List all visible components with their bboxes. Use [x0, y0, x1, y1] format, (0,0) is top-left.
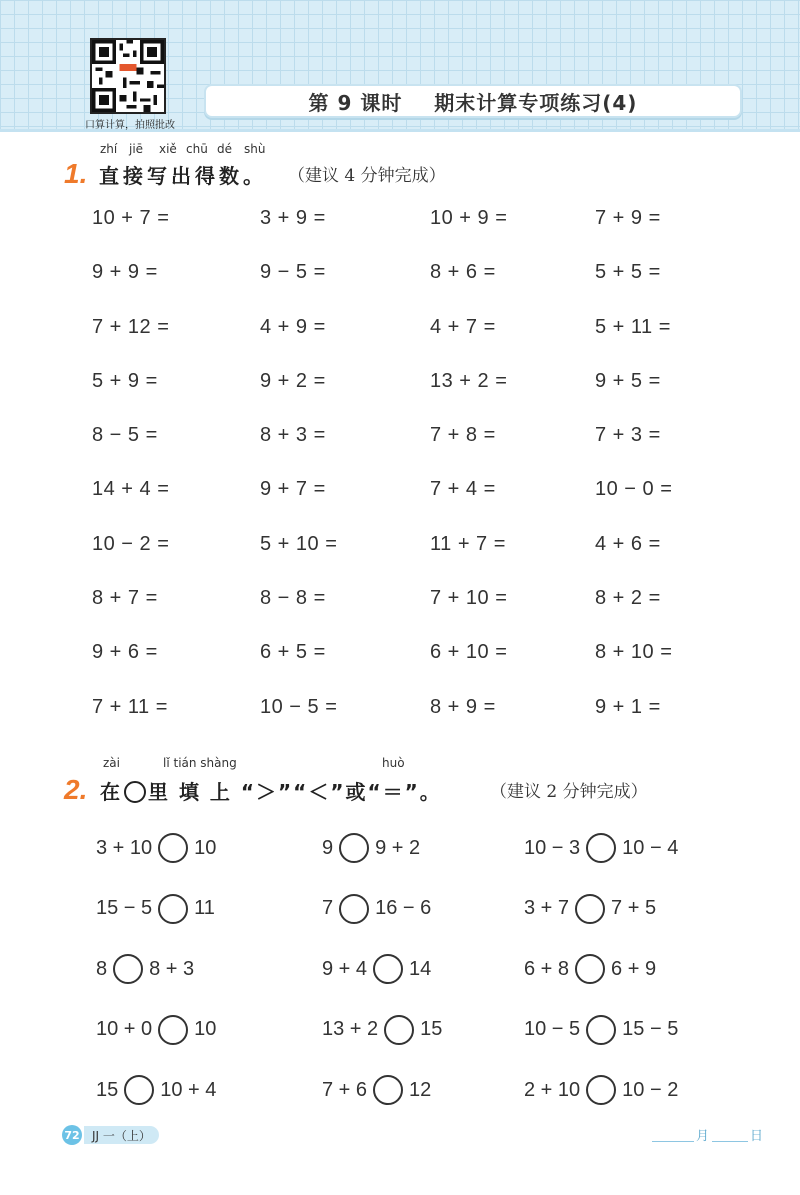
left-expression: 9 + 4 [322, 957, 368, 980]
answer-circle[interactable] [575, 894, 605, 924]
instruction-rest: 里 填 上 “＞”“＜”或“＝”。 [148, 780, 442, 804]
section-2-number: 2. [64, 774, 88, 805]
comparison-problem [322, 832, 420, 864]
section-1-instruction: 直接写出得数。 [99, 164, 267, 188]
arithmetic-problem[interactable]: 6 + 10 = [430, 641, 508, 664]
arithmetic-problem[interactable]: 11 + 7 = [430, 532, 506, 555]
arithmetic-row [92, 370, 732, 424]
right-expression: 11 [194, 897, 215, 919]
right-expression: 12 [409, 1078, 432, 1101]
left-expression: 9 [322, 836, 334, 859]
right-expression: 10 − 2 [622, 1078, 679, 1101]
arithmetic-problem[interactable]: 9 + 7 = [260, 478, 326, 501]
answer-circle[interactable] [384, 1015, 414, 1045]
arithmetic-row [92, 533, 732, 587]
comparison-problem [322, 953, 431, 985]
right-expression: 10 − 4 [622, 836, 679, 859]
arithmetic-problem[interactable]: 8 + 9 = [430, 695, 496, 718]
left-expression: 7 + 6 [322, 1078, 368, 1101]
right-expression: 10 [194, 836, 217, 859]
section-1-number: 1. [64, 158, 88, 189]
arithmetic-problem[interactable]: 8 + 2 = [595, 587, 661, 610]
arithmetic-problem[interactable]: 7 + 12 = [92, 315, 170, 338]
comparison-problem [322, 1014, 442, 1046]
comparison-problem [322, 893, 431, 925]
arithmetic-row [92, 478, 732, 532]
comparison-row [96, 832, 736, 893]
answer-circle[interactable] [373, 954, 403, 984]
comparison-problem [96, 893, 215, 925]
right-expression: 15 [420, 1018, 443, 1040]
arithmetic-problem[interactable]: 6 + 5 = [260, 641, 326, 664]
arithmetic-row [92, 261, 732, 315]
answer-circle[interactable] [339, 833, 369, 863]
left-expression: 6 + 8 [524, 957, 570, 980]
arithmetic-grid [92, 207, 732, 750]
arithmetic-problem[interactable]: 14 + 4 = [92, 478, 170, 501]
arithmetic-row [92, 316, 732, 370]
edition-tag: JJ 一（上） [84, 1126, 159, 1144]
arithmetic-problem[interactable]: 8 − 8 = [260, 587, 326, 610]
arithmetic-problem[interactable]: 7 + 10 = [430, 587, 508, 610]
day-blank[interactable] [712, 1141, 748, 1142]
left-expression: 10 + 0 [96, 1018, 153, 1040]
right-expression: 15 − 5 [622, 1018, 679, 1040]
section-2-instruction [100, 776, 442, 805]
arithmetic-problem[interactable]: 8 + 10 = [595, 641, 673, 664]
right-expression: 8 + 3 [149, 957, 195, 980]
right-expression: 10 + 4 [160, 1078, 217, 1101]
left-expression: 15 [96, 1078, 119, 1101]
arithmetic-problem[interactable]: 8 + 7 = [92, 587, 158, 610]
arithmetic-problem[interactable]: 9 + 9 = [92, 261, 158, 284]
arithmetic-problem[interactable]: 9 + 5 = [595, 369, 661, 392]
arithmetic-problem[interactable]: 7 + 4 = [430, 478, 496, 501]
answer-circle[interactable] [158, 833, 188, 863]
page-number: 72 [62, 1125, 82, 1145]
arithmetic-problem[interactable]: 7 + 11 = [92, 695, 168, 718]
left-expression: 10 − 3 [524, 836, 581, 859]
arithmetic-problem[interactable]: 9 + 2 = [260, 369, 326, 392]
arithmetic-problem[interactable]: 7 + 9 = [595, 207, 661, 229]
left-expression: 13 + 2 [322, 1018, 379, 1040]
arithmetic-row [92, 587, 732, 641]
answer-circle[interactable] [124, 1075, 154, 1105]
arithmetic-problem[interactable]: 8 + 6 = [430, 261, 496, 284]
arithmetic-problem[interactable]: 5 + 5 = [595, 261, 661, 284]
comparison-problem [96, 1014, 216, 1046]
arithmetic-problem[interactable]: 3 + 9 = [260, 207, 326, 229]
pinyin-li-tian-shang: lǐ tián shàng [163, 756, 237, 770]
comparison-grid [96, 832, 736, 1135]
right-expression: 14 [409, 957, 432, 980]
left-expression: 3 + 10 [96, 836, 153, 859]
comparison-problem [96, 953, 194, 985]
answer-circle[interactable] [586, 1015, 616, 1045]
arithmetic-problem[interactable]: 5 + 10 = [260, 532, 338, 555]
answer-circle[interactable] [158, 1015, 188, 1045]
arithmetic-problem[interactable]: 5 + 9 = [92, 369, 158, 392]
lesson-title [204, 84, 742, 118]
comparison-row [96, 893, 736, 954]
comparison-row [96, 953, 736, 1014]
month-blank[interactable] [652, 1141, 694, 1142]
arithmetic-problem[interactable]: 9 − 5 = [260, 261, 326, 284]
arithmetic-problem[interactable]: 4 + 6 = [595, 532, 661, 555]
arithmetic-problem[interactable]: 9 + 6 = [92, 641, 158, 664]
comparison-problem [524, 1074, 678, 1106]
comparison-problem [96, 832, 216, 864]
left-expression: 2 + 10 [524, 1078, 581, 1101]
right-expression: 10 [194, 1018, 217, 1040]
arithmetic-problem[interactable]: 8 + 3 = [260, 424, 326, 447]
answer-circle[interactable] [575, 954, 605, 984]
arithmetic-problem[interactable]: 10 − 5 = [260, 695, 338, 718]
pinyin-huo: huò [382, 756, 405, 770]
comparison-row [96, 1014, 736, 1075]
answer-circle[interactable] [113, 954, 143, 984]
right-expression: 7 + 5 [611, 897, 657, 919]
answer-circle[interactable] [586, 833, 616, 863]
qr-caption: 口算计算，拍照批改 [85, 120, 175, 131]
arithmetic-problem[interactable]: 10 + 7 = [92, 207, 170, 229]
answer-circle[interactable] [586, 1075, 616, 1105]
arithmetic-row [92, 696, 732, 750]
day-label: 日 [750, 1129, 764, 1144]
month-label: 月 [696, 1129, 710, 1144]
arithmetic-row [92, 207, 732, 261]
right-expression: 6 + 9 [611, 957, 657, 980]
arithmetic-problem[interactable]: 13 + 2 = [430, 369, 508, 392]
comparison-problem [524, 953, 656, 985]
right-expression: 16 − 6 [375, 897, 432, 919]
left-expression: 10 − 5 [524, 1018, 581, 1040]
arithmetic-problem[interactable]: 10 − 2 = [92, 532, 170, 555]
pinyin-zai: zài [103, 756, 120, 770]
arithmetic-problem[interactable]: 7 + 8 = [430, 424, 496, 447]
arithmetic-problem[interactable]: 4 + 9 = [260, 315, 326, 338]
lesson-number: 第 9 课时 [308, 90, 403, 115]
right-expression: 9 + 2 [375, 836, 421, 859]
char-zai: 在 [100, 780, 122, 804]
comparison-problem [524, 832, 678, 864]
arithmetic-row [92, 641, 732, 695]
arithmetic-problem[interactable]: 10 + 9 = [430, 207, 508, 229]
left-expression: 7 [322, 897, 334, 919]
lesson-topic: 期末计算专项练习(4) [434, 90, 638, 115]
section-2-time-note: （建议 2 分钟完成） [490, 782, 648, 802]
section-1-time-note: （建议 4 分钟完成） [288, 166, 446, 186]
answer-circle[interactable] [373, 1075, 403, 1105]
arithmetic-problem[interactable]: 9 + 1 = [595, 695, 661, 718]
arithmetic-row [92, 424, 732, 478]
comparison-problem [322, 1074, 431, 1106]
arithmetic-problem[interactable]: 7 + 3 = [595, 424, 661, 447]
arithmetic-problem[interactable]: 4 + 7 = [430, 315, 496, 338]
left-expression: 3 + 7 [524, 897, 570, 919]
qr-code[interactable] [90, 38, 166, 114]
answer-circle[interactable] [339, 894, 369, 924]
left-expression: 8 [96, 957, 108, 980]
arithmetic-problem[interactable]: 8 − 5 = [92, 424, 158, 447]
comparison-problem [524, 1014, 678, 1046]
arithmetic-problem[interactable]: 10 − 0 = [595, 478, 673, 501]
comparison-problem [524, 893, 656, 925]
answer-circle[interactable] [158, 894, 188, 924]
arithmetic-problem[interactable]: 5 + 11 = [595, 315, 671, 338]
comparison-problem [96, 1074, 216, 1106]
comparison-row [96, 1074, 736, 1135]
circle-icon [124, 781, 146, 803]
left-expression: 15 − 5 [96, 897, 153, 919]
